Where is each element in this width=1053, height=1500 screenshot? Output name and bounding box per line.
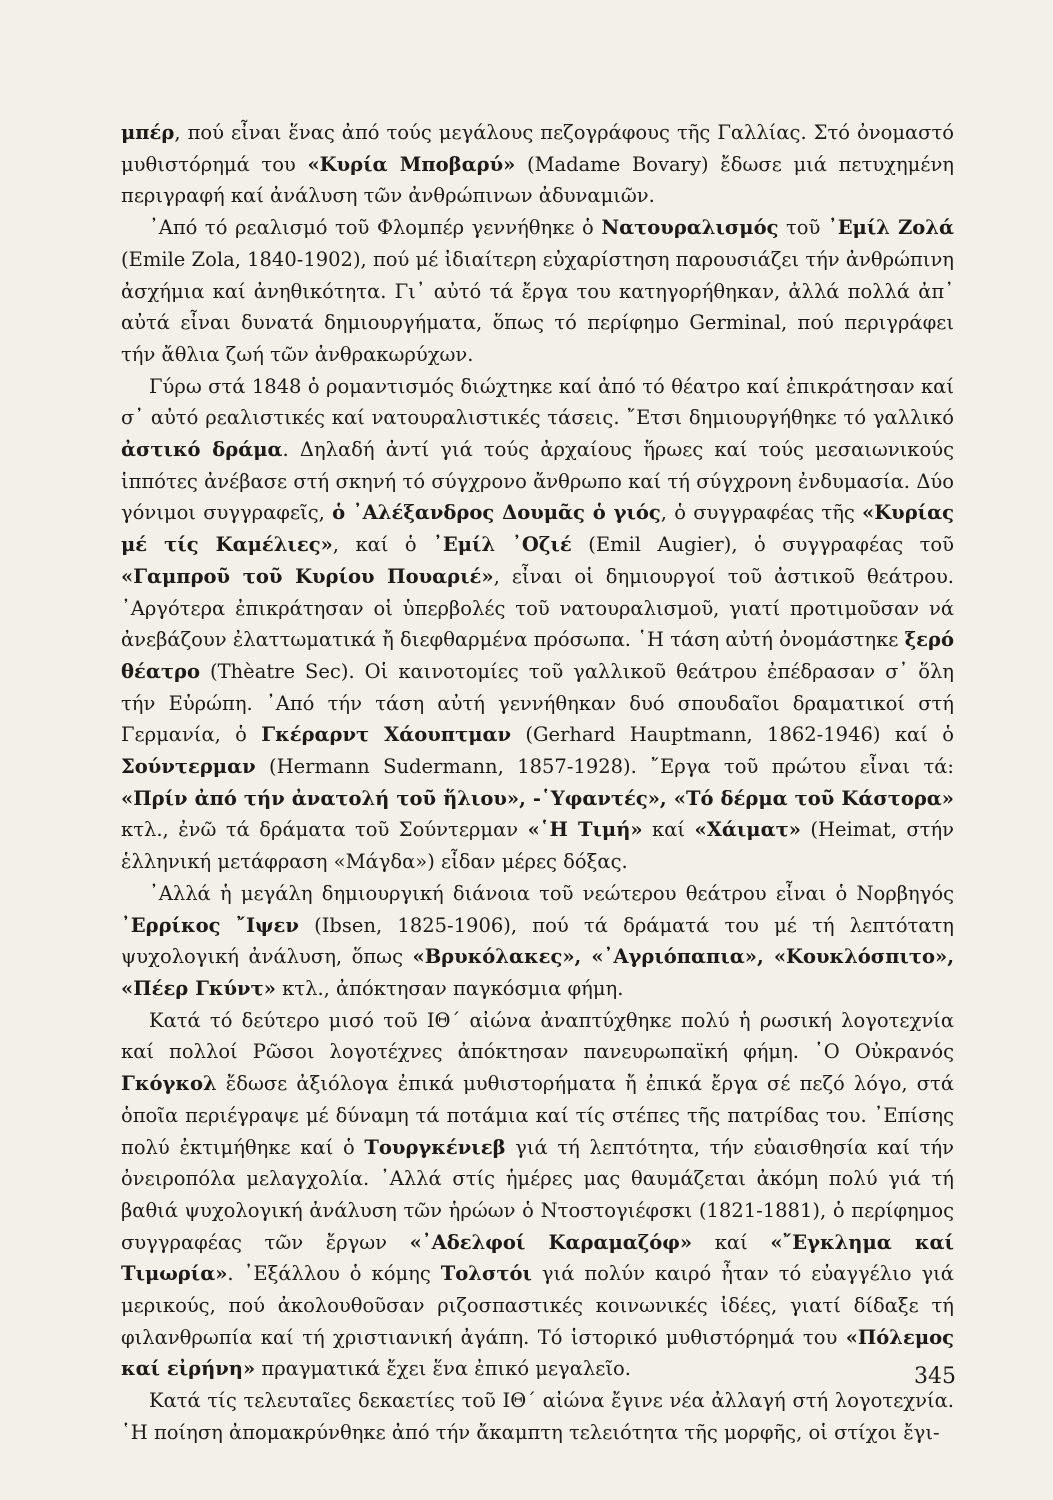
text-run: τοῦ (778, 216, 828, 240)
bold-text-run: ᾿Εμίλ ᾿Οζιέ (433, 533, 572, 557)
paragraph-bourgeois-drama (121, 371, 954, 878)
text-run: . ᾿Εξάλλου ὁ κόμης (227, 1262, 441, 1286)
bold-text-run: Τουργκένιεβ (364, 1135, 506, 1159)
paragraph-late-19th-century (121, 1385, 954, 1448)
bold-text-run: ξερό θέατρο (121, 628, 954, 683)
text-run: ἔδωσε ἀξιόλογα ἐπικά μυθιστορήματα ἤ ἐπικά ἔργα σέ πεζό λόγο, στά ὁποῖα περιέγραψε μέ δύναμη τά ποτάμια καί τίς στέπες τῆς πατρίδας του. ᾿Επίσης πολύ ἐκτιμήθηκε καί ὁ (121, 1072, 954, 1159)
text-run: γιά τή λεπτότητα, τήν εὐαισθησία καί τήν ὀνειροπόλα μελαγχολία. ᾿Αλλά στίς ἡμέρες μας θαυμάζεται ἀκόμη πολύ γιά τή βαθιά ψυχολογική ἀνάλυση τῶν ἡρώων ὁ Ντοστογιέφσκι (1821-1881), ὁ περίφημος συγγραφέας τῶν ἔργων (121, 1135, 954, 1254)
text-run: , ὁ συγγραφέας τῆς (660, 501, 863, 525)
bold-text-run: Γκόγκολ (121, 1072, 217, 1096)
text-run: Γύρω στά 1848 ὁ ρομαντισμός διώχτηκε καί ἀπό τό θέατρο καί ἐπικράτησαν καί σ᾿ αὐτό ρεαλιστικές καί νατουραλιστικές τάσεις. ῎Ετσι δημιουργήθηκε τό γαλλικό (121, 374, 954, 430)
bold-text-run: «Πρίν ἀπό τήν ἀνατολή τοῦ ἥλιου», -῾Υφαντές», «Τό δέρμα τοῦ Κάστορα» (121, 786, 954, 810)
bold-text-run: ᾿Εμίλ Ζολά (827, 216, 954, 240)
text-run: κτλ., ἀπόκτησαν παγκόσμια φήμη. (275, 976, 624, 1000)
page-number: 345 (914, 1364, 956, 1389)
text-run: Κατά τό δεύτερο μισό τοῦ ΙΘ΄ αἰώνα ἀναπτύχθηκε πολύ ἡ ρωσική λογοτεχνία καί πολλοί Ρῶσοι λογοτέχνες ἀπόκτησαν πανευρωπαϊκή φήμη. ῾Ο Οὐκρανός (121, 1008, 954, 1064)
text-run: Κατά τίς τελευταῖες δεκαετίες τοῦ ΙΘ΄ αἰώνα ἔγινε νέα ἀλλαγή στή λογοτεχνία. ῾Η ποίηση ἀπομακρύνθηκε ἀπό τήν ἄκαμπτη τελειότητα τῆς μορφῆς, οἱ στίχοι ἔγι- (121, 1389, 954, 1444)
text-run: καί (642, 818, 695, 842)
bold-text-run: «῾Η Τιμή» (527, 818, 643, 842)
paragraph-russian-literature (121, 1005, 954, 1385)
bold-text-run: «Πόλεμος καί εἰρήνη» (121, 1325, 954, 1381)
text-run: (Emil Augier), ὁ συγγραφέας τοῦ (571, 533, 955, 557)
text-run: , εἶναι οἱ δημιουργοί τοῦ ἀστικοῦ θεάτρου. ᾿Αργότερα ἐπικράτησαν οἱ ὑπερβολές τοῦ νατουραλισμοῦ, γιατί προτιμοῦσαν νά ἀνεβάζουν ἐλαττωματικά ἤ διεφθαρμένα πρόσωπα. ῾Η τάση αὐτή ὀνομάστηκε (121, 564, 955, 652)
text-run: (Madame Bovary) ἔδωσε μιά πετυχημένη περιγραφή καί ἀνάλυση τῶν ἀνθρώπινων ἀδυναμιῶν. (121, 152, 954, 208)
paragraph-ibsen (121, 878, 954, 1005)
bold-text-run: «Χάιματ» (694, 818, 801, 842)
text-run: , πού εἶναι ἕνας ἀπό τούς μεγάλους πεζογράφους τῆς Γαλλίας. Στό ὀνομαστό μυθιστόρημά του (121, 121, 954, 176)
bold-text-run: «Κυρίας μέ τίς Καμέλιες» (121, 501, 954, 557)
bold-text-run: ὁ ᾿Αλέξανδρος Δουμᾶς ὁ γιός (332, 501, 661, 525)
paragraph-naturalism (121, 212, 954, 371)
bold-text-run: ἀστικό δράμα (121, 438, 283, 462)
bold-text-run: «Γαμπροῦ τοῦ Κυρίου Πουαριέ» (121, 564, 494, 588)
bold-text-run: Νατουραλισμός (601, 216, 779, 240)
paragraph-flaubert (121, 117, 954, 212)
text-run: πραγματικά ἔχει ἕνα ἐπικό μεγαλεῖο. (255, 1357, 631, 1381)
text-run: γιά πολύν καιρό ἦταν τό εὐαγγέλιο γιά μερικούς, πού ἀκολουθοῦσαν ριζοσπαστικές κοινωνικές ἰδέες, γιατί δίδαξε τή φιλανθρωπία καί τή χριστιανική ἀγάπη. Τό ἱστορικό μυθιστόρημά του (121, 1262, 954, 1349)
bold-text-run: «῎Εγκλημα καί Τιμωρία» (121, 1230, 954, 1286)
text-run: (Hermann Sudermann, 1857-1928). ῎Εργα τοῦ πρώτου εἶναι τά: (255, 755, 954, 779)
bold-text-run: «Βρυκόλακες», «᾿Αγριόπαπια», «Κουκλόσπιτο», «Πέερ Γκύντ» (121, 945, 955, 1000)
bold-text-run: Γκέραρντ Χάουπτμαν (261, 723, 511, 747)
text-run: ᾿Αλλά ἡ μεγάλη δημιουργική διάνοια τοῦ νεώτερου θεάτρου εἶναι ὁ Νορβηγός (149, 881, 954, 905)
bold-text-run: Τολστόι (440, 1262, 532, 1286)
bold-text-run: Σούντερμαν (121, 755, 256, 779)
text-run: (Emile Zola, 1840-1902), πού μέ ἰδιαίτερη εὐχαρίστηση παρουσιάζει τήν ἀνθρώπινη ἀσχήμια καί ἀνηθικότητα. Γι᾿ αὐτό τά ἔργα του κατηγορήθηκαν, ἀλλά πολλά ἀπ᾿ αὐτά εἶναι δυνατά δημιουργήματα, ὅπως τό περίφημο Germinal, πού περιγράφει τήν ἄθλια ζωή τῶν ἀνθρακωρύχων. (121, 247, 954, 366)
text-run: (Heimat, στήν ἑλληνική μετάφραση «Μάγδα») εἶδαν μέρες δόξας. (121, 818, 955, 874)
bold-text-run: «᾿Αδελφοί Καραμαζόφ» (409, 1230, 693, 1254)
text-run: , καί ὁ (332, 533, 434, 557)
text-run: (Gerhard Hauptmann, 1862-1946) καί ὁ (511, 723, 954, 747)
bold-text-run: μπέρ (121, 121, 175, 144)
text-run: καί (692, 1230, 771, 1254)
bold-text-run: «Κυρία Μποβαρύ» (307, 152, 516, 176)
text-run: (Ibsen, 1825-1906), πού τά δράματά του μέ τή λεπτότατη ψυχολογική ἀνάλυση, ὅπως (121, 913, 954, 969)
text-run: ᾿Από τό ρεαλισμό τοῦ Φλομπέρ γεννήθηκε ὁ (149, 216, 602, 240)
page-body (121, 117, 954, 1449)
text-run: . Δηλαδή ἀντί γιά τούς ἀρχαίους ἥρωες καί τούς μεσαιωνικούς ἱππότες ἀνέβασε στή σκηνή τό σύγχρονο ἄνθρωπο καί τή σύγχρονη ἐνδυμασία. Δύο γόνιμοι συγγραφεῖς, (121, 438, 954, 525)
bold-text-run: ᾿Ερρίκος ῎Ιψεν (121, 913, 299, 937)
text-run: (Thèatre Sec). Οἱ καινοτομίες τοῦ γαλλικοῦ θεάτρου ἐπέδρασαν σ᾿ ὅλη τήν Εὐρώπη. ᾿Από τήν τάση αὐτή γεννήθηκαν δυό σπουδαῖοι δραματικοί στή Γερμανία, ὁ (121, 659, 954, 747)
text-run: κτλ., ἐνῶ τά δράματα τοῦ Σούντερμαν (121, 818, 528, 842)
